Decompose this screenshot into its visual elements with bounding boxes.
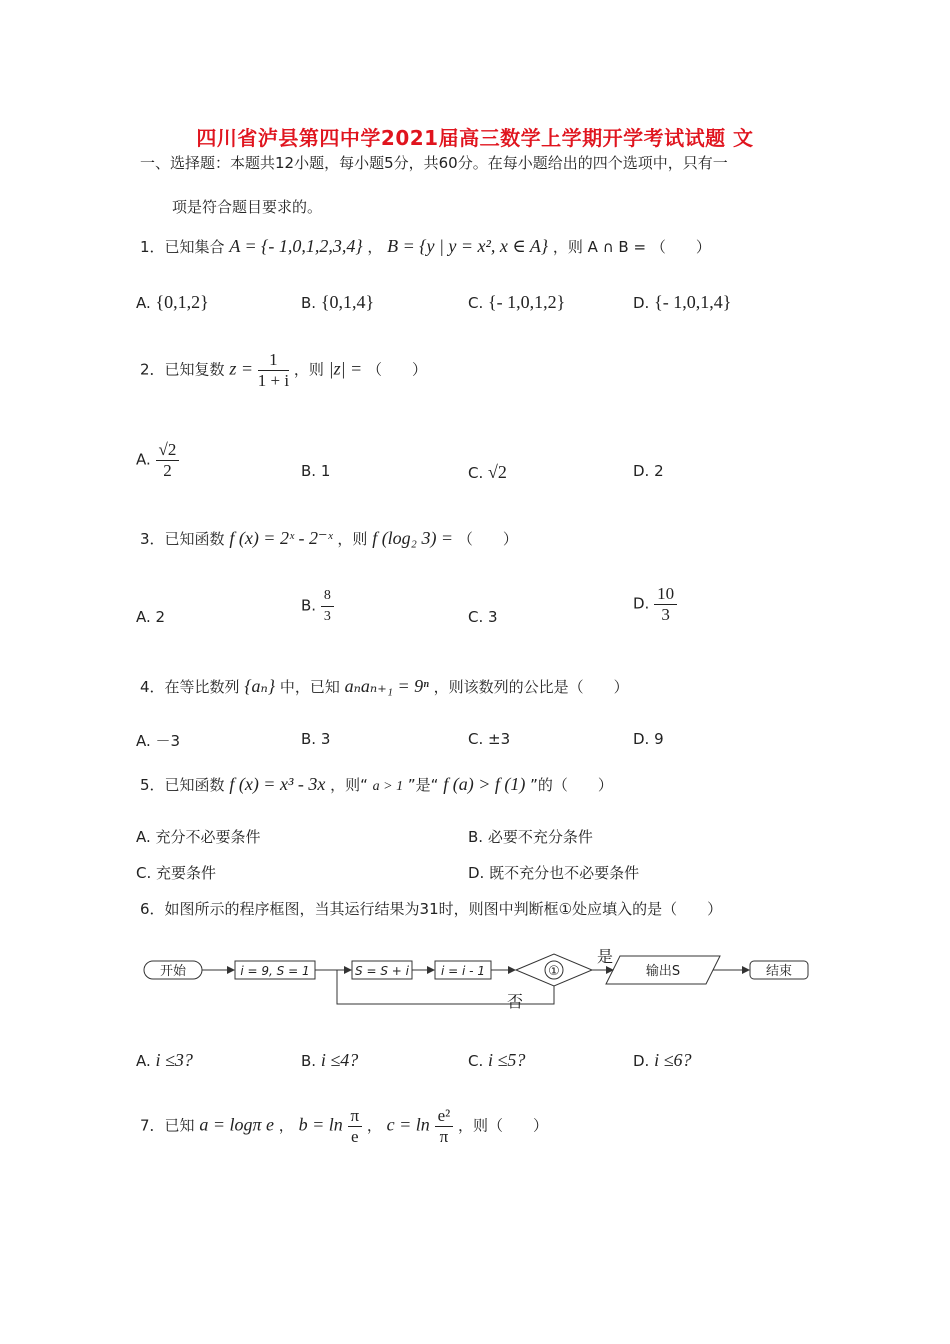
- q2-denominator: 1 + i: [257, 371, 290, 390]
- option-value: 3: [320, 730, 331, 748]
- q2-paren: （ ）: [367, 360, 428, 379]
- option-denominator: 2: [163, 461, 172, 480]
- option-numerator: √2: [156, 440, 180, 461]
- q2-option-d: [633, 462, 664, 480]
- option-label: C.: [468, 294, 484, 312]
- q4-condition: aₙaₙ₊₁ = 9ⁿ: [344, 676, 429, 696]
- q4-mid: 中，已知: [279, 678, 340, 696]
- q7-b-denominator: e: [351, 1127, 359, 1146]
- q2-prefix: 2．已知复数: [140, 360, 225, 379]
- q5-mid2: ”是“: [407, 776, 439, 794]
- option-numerator: 10: [654, 584, 677, 605]
- q6-option-c: [468, 1050, 525, 1071]
- option-label: D.: [633, 1052, 650, 1070]
- q4-option-d: [633, 730, 664, 748]
- q3-option-b: [301, 586, 334, 627]
- q3-option-c: [468, 608, 498, 626]
- q2-fraction: [258, 350, 289, 391]
- q2-z: z =: [229, 358, 253, 379]
- option-value: {- 1,0,1,2}: [488, 292, 566, 312]
- option-label: C.: [468, 730, 484, 748]
- flow-decision-label: ①: [548, 964, 560, 979]
- q2-option-c: [468, 462, 507, 483]
- option-label: A.: [136, 608, 151, 626]
- q1-option-b: [301, 292, 374, 313]
- option-label: B.: [301, 596, 317, 615]
- q1-prefix: 1．已知集合: [140, 238, 225, 256]
- option-fraction: [321, 586, 334, 627]
- option-value: 1: [320, 462, 331, 480]
- q7-tail: ，则（ ）: [458, 1116, 549, 1135]
- q1-option-d: [633, 292, 731, 313]
- q2-numerator: 1: [258, 350, 289, 371]
- q5-tail: ”的（ ）: [530, 776, 613, 794]
- q2-tail: ，则: [293, 360, 324, 379]
- question-1: [140, 236, 711, 257]
- option-value: √2: [488, 462, 507, 482]
- option-label: A.: [136, 732, 151, 750]
- option-value: {0,1,4}: [320, 292, 375, 312]
- q2-option-a: [136, 440, 179, 481]
- option-label: B.: [301, 294, 317, 312]
- q3-expression: f (log₂ 3) =: [372, 528, 454, 548]
- option-value: {0,1,2}: [155, 292, 209, 312]
- q4-tail: ，则该数列的公比是（ ）: [433, 678, 629, 696]
- section-instruction-line1: 一、选择题：本题共12小题，每小题5分，共60分。在每小题给出的四个选项中，只有一: [140, 154, 728, 172]
- q7-a: a = logπ e: [199, 1114, 274, 1135]
- option-label: A.: [136, 1052, 151, 1070]
- q7-prefix: 7．已知: [140, 1116, 195, 1135]
- q3-prefix: 3．已知函数: [140, 530, 225, 548]
- q4-option-c: [468, 730, 510, 748]
- q7-comma2: ，: [366, 1116, 382, 1135]
- option-fraction: [156, 440, 180, 481]
- q5-option-a: [136, 826, 261, 847]
- q3-mid: ，则: [337, 530, 368, 548]
- q5-option-b: [468, 826, 593, 847]
- option-label: D.: [633, 294, 650, 312]
- q4-sequence: {aₙ}: [244, 676, 276, 696]
- question-4: [140, 676, 629, 697]
- option-value: {- 1,0,1,4}: [654, 292, 732, 312]
- section-instruction-line2: 项是符合题目要求的。: [172, 198, 323, 216]
- option-value: －3: [155, 732, 181, 750]
- option-value: 3: [488, 608, 498, 626]
- q7-b-numerator: π: [348, 1106, 363, 1127]
- option-value: i ≤6?: [654, 1050, 692, 1070]
- q1-set-b: B = {y | y = x², x ∈ A}: [387, 236, 549, 256]
- q5-function: f (x) = x³ - 3x: [229, 774, 326, 794]
- q3-paren: （ ）: [457, 530, 518, 548]
- option-label: B.: [301, 462, 317, 480]
- option-label: D.: [468, 864, 485, 882]
- question-5: [140, 774, 613, 795]
- q5-option-d: [468, 862, 639, 883]
- document-title: 四川省泸县第四中学2021届高三数学上学期开学考试试题 文: [196, 126, 754, 150]
- q5-option-c: [136, 862, 216, 883]
- flow-no-label: 否: [506, 992, 524, 1011]
- q1-set-a: A = {- 1,0,1,2,3,4}: [229, 236, 363, 256]
- q7-b-fraction: [348, 1106, 363, 1147]
- q7-c-lhs: c = ln: [386, 1114, 430, 1135]
- flow-yes-label: 是: [596, 947, 614, 966]
- option-value: 9: [654, 730, 664, 748]
- option-label: C.: [468, 464, 484, 482]
- option-label: D.: [633, 462, 650, 480]
- q7-comma1: ，: [278, 1116, 294, 1135]
- question-3: [140, 528, 518, 549]
- option-value: ±3: [488, 730, 511, 748]
- option-label: C.: [136, 864, 152, 882]
- flow-end-label: 结束: [765, 964, 793, 979]
- q7-c-fraction: [435, 1106, 454, 1147]
- option-value: i ≤5?: [488, 1050, 526, 1070]
- option-value: 2: [654, 462, 664, 480]
- option-label: B.: [301, 730, 317, 748]
- q7-c-numerator: e²: [435, 1106, 454, 1127]
- option-value: i ≤4?: [320, 1050, 359, 1070]
- option-label: A.: [136, 450, 151, 469]
- option-value: 2: [155, 608, 166, 626]
- option-value: 充分不必要条件: [155, 828, 261, 846]
- option-label: A.: [136, 294, 151, 312]
- question-7: [140, 1106, 548, 1147]
- question-2: [140, 350, 427, 391]
- q4-option-b: [301, 730, 330, 748]
- flow-init-label: i = 9, S = 1: [240, 964, 310, 978]
- flow-step2-label: i = i - 1: [441, 964, 485, 978]
- q1-option-c: [468, 292, 565, 313]
- q6-option-a: [136, 1050, 193, 1071]
- q5-condition-1: a > 1: [372, 779, 404, 794]
- q4-option-a: [136, 730, 180, 751]
- option-label: D.: [633, 594, 650, 613]
- option-label: D.: [633, 730, 650, 748]
- option-denominator: 3: [661, 605, 670, 624]
- q1-tail: ，则 A ∩ B = （ ）: [552, 238, 711, 256]
- q4-prefix: 4．在等比数列: [140, 678, 240, 696]
- q5-condition-2: f (a) > f (1): [443, 774, 526, 794]
- option-label: A.: [136, 828, 151, 846]
- option-fraction: [654, 584, 677, 625]
- q6-option-d: [633, 1050, 692, 1071]
- flowchart: [130, 940, 820, 1018]
- flow-start-label: 开始: [159, 964, 187, 979]
- option-label: C.: [468, 608, 484, 626]
- option-denominator: 3: [323, 609, 331, 624]
- option-label: B.: [468, 828, 484, 846]
- option-value: 既不充分也不必要条件: [489, 864, 640, 882]
- q5-prefix: 5．已知函数: [140, 776, 225, 794]
- q5-mid: ，则“: [330, 776, 368, 794]
- q1-comma: ，: [367, 238, 383, 256]
- option-label: C.: [468, 1052, 484, 1070]
- option-value: 充要条件: [156, 864, 217, 882]
- option-label: B.: [301, 1052, 317, 1070]
- option-value: 必要不充分条件: [487, 828, 593, 846]
- flow-step1-label: S = S + i: [355, 964, 409, 978]
- q7-b-lhs: b = ln: [298, 1114, 343, 1135]
- option-value: i ≤3?: [155, 1050, 193, 1070]
- q7-c-denominator: π: [439, 1127, 449, 1146]
- q2-abs: |z| =: [328, 358, 363, 379]
- q3-option-a: [136, 608, 165, 626]
- flow-output-label: 输出S: [645, 964, 681, 979]
- option-numerator: 8: [321, 586, 334, 607]
- q3-function: f (x) = 2ˣ - 2⁻ˣ: [229, 528, 333, 548]
- question-6: 6．如图所示的程序框图，当其运行结果为31时，则图中判断框①处应填入的是（ ）: [140, 900, 723, 918]
- q2-option-b: [301, 462, 330, 480]
- q6-option-b: [301, 1050, 358, 1071]
- q1-option-a: [136, 292, 209, 313]
- q3-option-d: [633, 584, 677, 625]
